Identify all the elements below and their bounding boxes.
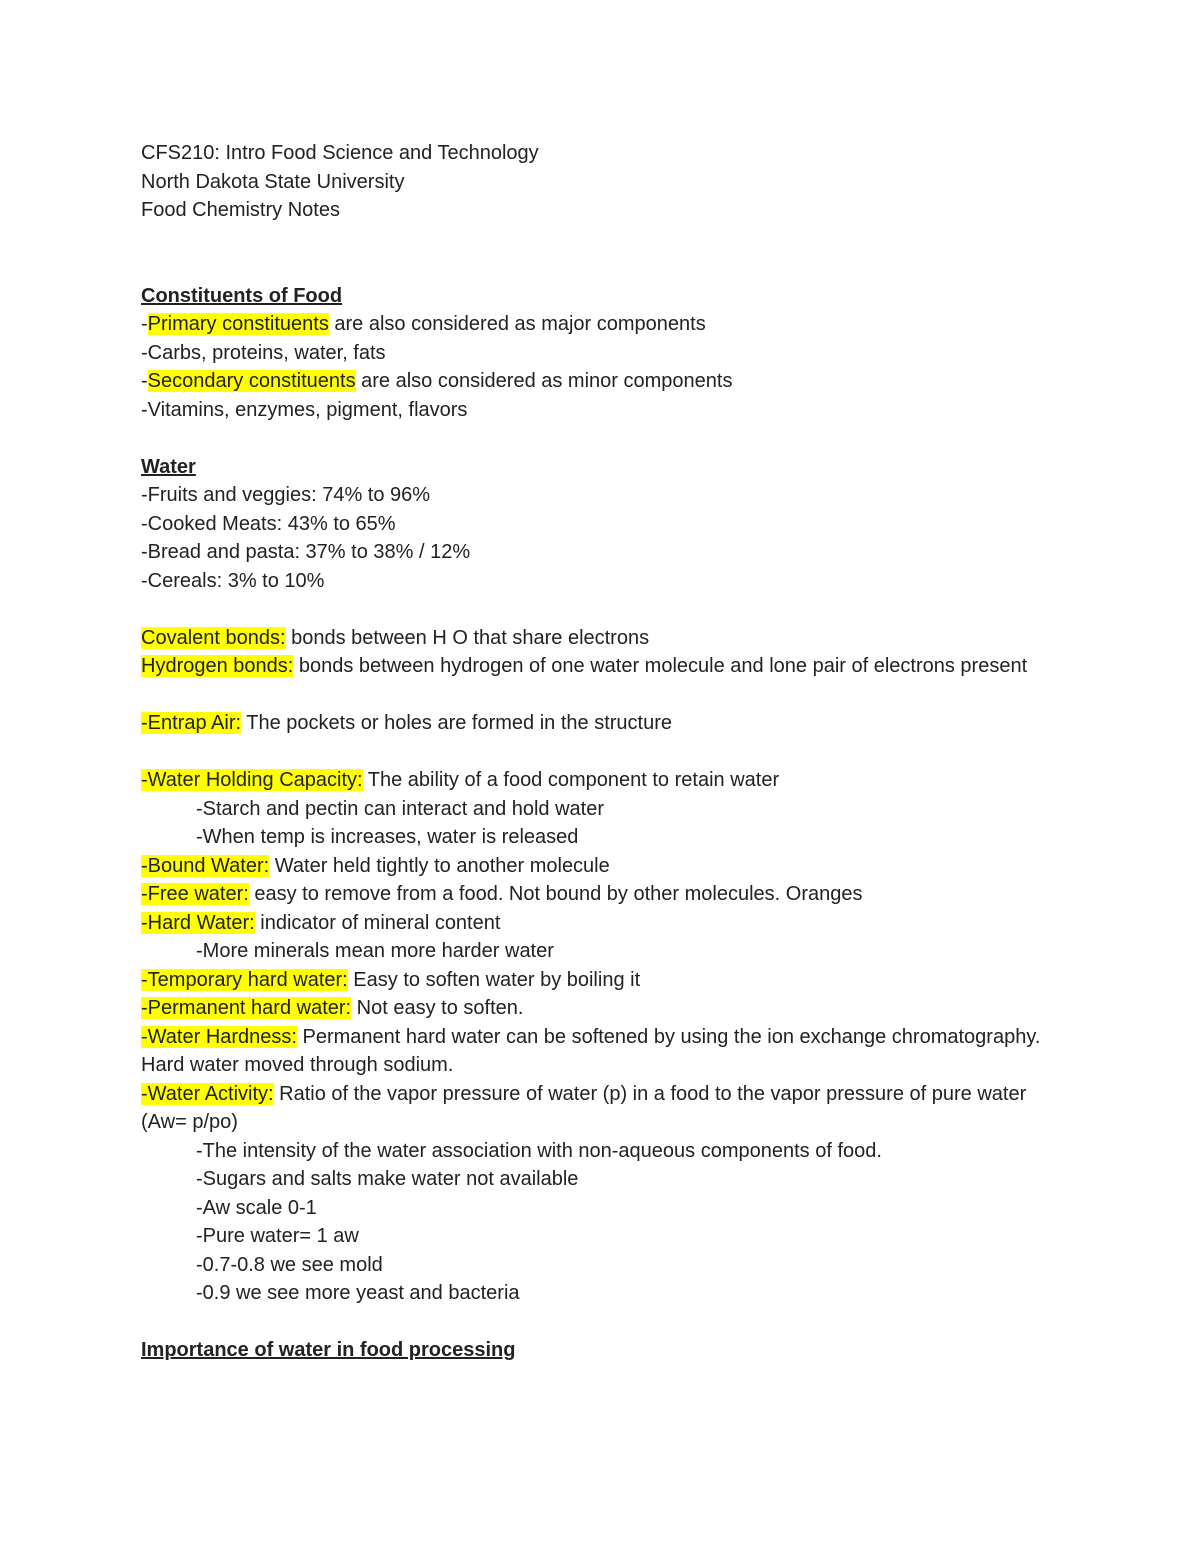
permanent-hard-water-text: Not easy to soften. — [351, 997, 524, 1019]
water-hardness-term: -Water Hardness: — [141, 1025, 297, 1048]
university-name: North Dakota State University — [141, 170, 405, 193]
primary-examples: -Carbs, proteins, water, fats — [141, 341, 386, 364]
free-water-text: easy to remove from a food. Not bound by other molecules. Oranges — [248, 883, 863, 905]
secondary-constituents-text: are also considered as minor components — [355, 370, 733, 392]
water-activity-term: -Water Activity: — [141, 1082, 274, 1105]
water-activity-subpoint: -The intensity of the water association with non-aqueous components of food. — [196, 1139, 882, 1162]
secondary-constituents-line — [141, 367, 1061, 396]
covalent-bonds-term: Covalent bonds: — [141, 626, 286, 649]
permanent-hard-water-term: -Permanent hard water: — [141, 997, 352, 1019]
hard-water-subpoint: -More minerals mean more harder water — [196, 940, 554, 962]
water-heading: Water — [141, 455, 196, 478]
entrap-air-term: -Entrap Air: — [141, 712, 242, 734]
hydrogen-bonds-text: bonds between hydrogen of one water molecule and lone pair of electrons present — [293, 655, 1028, 677]
water-activity-subpoint: -Pure water= 1 aw — [196, 1225, 359, 1247]
free-water-term: -Free water: — [141, 883, 249, 905]
temporary-hard-water-text: Easy to soften water by boiling it — [347, 968, 641, 991]
secondary-examples: -Vitamins, enzymes, pigment, flavors — [141, 398, 468, 421]
temporary-hard-water-term: -Temporary hard water: — [141, 968, 348, 991]
secondary-dash: - — [141, 370, 148, 392]
water-activity-text: Ratio of the vapor pressure of water (p) in a food to the vapor pressure of pure water (Aw= p/po) — [141, 1082, 1027, 1133]
permanent-hard-water-line — [141, 994, 1061, 1023]
secondary-constituents-term: Secondary constituents — [147, 370, 356, 392]
entrap-air-text: The pockets or holes are formed in the structure — [241, 712, 673, 734]
water-content-item: -Bread and pasta: 37% to 38% / 12% — [141, 541, 471, 563]
water-activity-subpoint: -Sugars and salts make water not available — [196, 1168, 579, 1190]
water-activity-line — [141, 1080, 1061, 1137]
water-holding-capacity-term: -Water Holding Capacity: — [141, 769, 363, 791]
primary-constituents-text: are also considered as major components — [328, 313, 706, 335]
course-title: CFS210: Intro Food Science and Technology — [141, 142, 539, 164]
notes-title: Food Chemistry Notes — [141, 199, 340, 221]
hydrogen-bonds-line — [141, 652, 1061, 681]
water-hardness-line — [141, 1023, 1061, 1080]
document-content — [141, 139, 1061, 1365]
water-holding-capacity-text: The ability of a food component to retain water — [362, 769, 780, 791]
temporary-hard-water-line — [141, 966, 1061, 995]
free-water-line — [141, 880, 1061, 909]
water-activity-subpoint: -0.9 we see more yeast and bacteria — [196, 1282, 520, 1304]
water-holding-capacity-line — [141, 766, 1061, 795]
bound-water-text: Water held tightly to another molecule — [269, 854, 610, 877]
primary-dash: - — [141, 313, 148, 335]
hard-water-text: indicator of mineral content — [254, 911, 501, 934]
hard-water-line — [141, 909, 1061, 938]
primary-constituents-line — [141, 310, 1061, 339]
water-content-item: -Cereals: 3% to 10% — [141, 569, 325, 592]
bound-water-line — [141, 852, 1061, 881]
hard-water-term: -Hard Water: — [141, 911, 255, 934]
water-activity-subpoint: -Aw scale 0-1 — [196, 1196, 317, 1219]
covalent-bonds-text: bonds between H O that share electrons — [285, 626, 650, 649]
water-activity-subpoint: -0.7-0.8 we see mold — [196, 1253, 383, 1276]
processing-heading: Importance of water in food processing — [141, 1339, 516, 1361]
covalent-bonds-line — [141, 624, 1061, 653]
water-hardness-text: Permanent hard water can be softened by using the ion exchange chromatography. Hard water moved through sodium. — [141, 1025, 1041, 1076]
entrap-air-line — [141, 709, 1061, 738]
bound-water-term: -Bound Water: — [141, 854, 270, 877]
water-content-item: -Cooked Meats: 43% to 65% — [141, 512, 396, 535]
water-content-item: -Fruits and veggies: 74% to 96% — [141, 484, 431, 506]
whc-subpoint: -When temp is increases, water is released — [196, 826, 579, 848]
primary-constituents-term: Primary constituents — [147, 313, 329, 335]
constituents-heading: Constituents of Food — [141, 284, 343, 307]
hydrogen-bonds-term: Hydrogen bonds: — [141, 655, 294, 677]
whc-subpoint: -Starch and pectin can interact and hold water — [196, 797, 605, 820]
